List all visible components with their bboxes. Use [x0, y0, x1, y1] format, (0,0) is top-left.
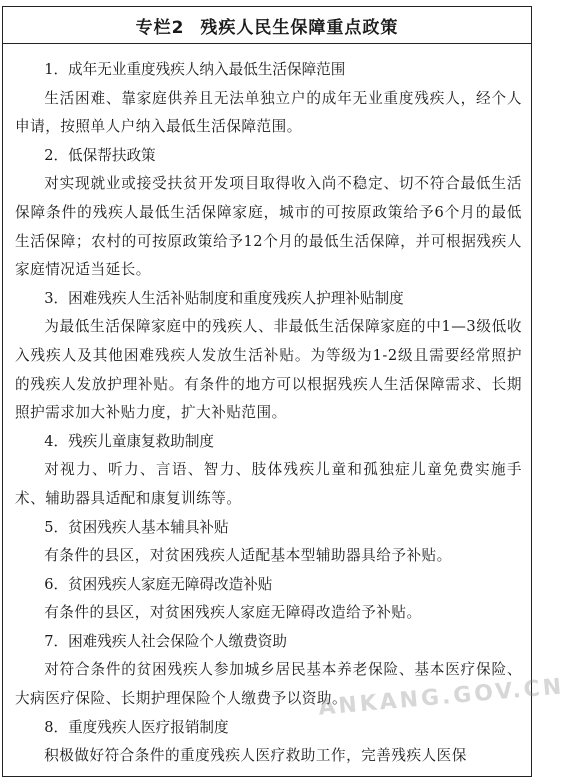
policy-item-heading: 2．低保帮扶政策: [44, 146, 156, 164]
site-watermark: ANKANG.GOV.CN: [317, 674, 565, 721]
policy-item-body: 生活困难、靠家庭供养且无法单独立户的成年无业重度残疾人，经个人申请，按照单人户纳入最低生活保障范围。: [15, 89, 522, 136]
policy-item-body: 积极做好符合条件的重度残疾人医疗救助工作，完善残疾人医保: [44, 747, 467, 765]
policy-item-body: 对实现就业或接受扶贫开发项目取得收入尚不稳定、切不符合最低生活保障条件的残疾人最低生活保障家庭，城市的可按原政策给予6个月的最低生活保障；农村的可按原政策给予12个月的最低生活保障，并可根据残疾人家庭情况适当延长。: [15, 175, 522, 279]
policy-item-body: 有条件的县区，对贫困残疾人家庭无障碍改造给予补贴。: [44, 604, 422, 622]
policy-item-heading: 1．成年无业重度残疾人纳入最低生活保障范围: [44, 61, 346, 78]
policy-item-heading: 8．重度残疾人医疗报销制度: [44, 718, 229, 736]
policy-item-heading: 7．困难残疾人社会保险个人缴费资助: [44, 632, 287, 650]
policy-item-heading: 6．贫困残疾人家庭无障碍改造补贴: [44, 575, 273, 593]
policy-item-body: 为最低生活保障家庭中的残疾人、非最低生活保障家庭的中1—3级低收入残疾人及其他困难残疾人发放生活补贴。为等级为1-2级且需要经常照护的残疾人发放护理补贴。有条件的地方可以根据残疾人生活保障需求、长期照护需求加大补贴力度，扩大补贴范围。: [15, 318, 522, 422]
column-title-text: 残疾人民生保障重点政策: [200, 17, 399, 38]
policy-item-body: 对视力、听力、言语、智力、肢体残疾儿童和孤独症儿童免费实施手术、辅助器具适配和康复训练等。: [15, 461, 522, 507]
policy-item-heading: 4．残疾儿童康复救助制度: [44, 432, 215, 450]
policy-item-body: 对符合条件的贫困残疾人参加城乡居民基本养老保险、基本医疗保险、大病医疗保险、长期护理保险个人缴费予以资助。: [15, 661, 522, 708]
policy-item-heading: 5．贫困残疾人基本辅具补贴: [44, 518, 229, 536]
policy-item-body: 有条件的县区，对贫困残疾人适配基本型辅助器具给予补贴。: [44, 547, 452, 565]
column-title-number: 专栏2: [135, 17, 185, 38]
policy-item-heading: 3．困难残疾人生活补贴制度和重度残疾人护理补贴制度: [44, 289, 404, 307]
policy-list: [3, 44, 531, 771]
policy-column-box: [2, 6, 532, 777]
column-title: [3, 7, 531, 44]
